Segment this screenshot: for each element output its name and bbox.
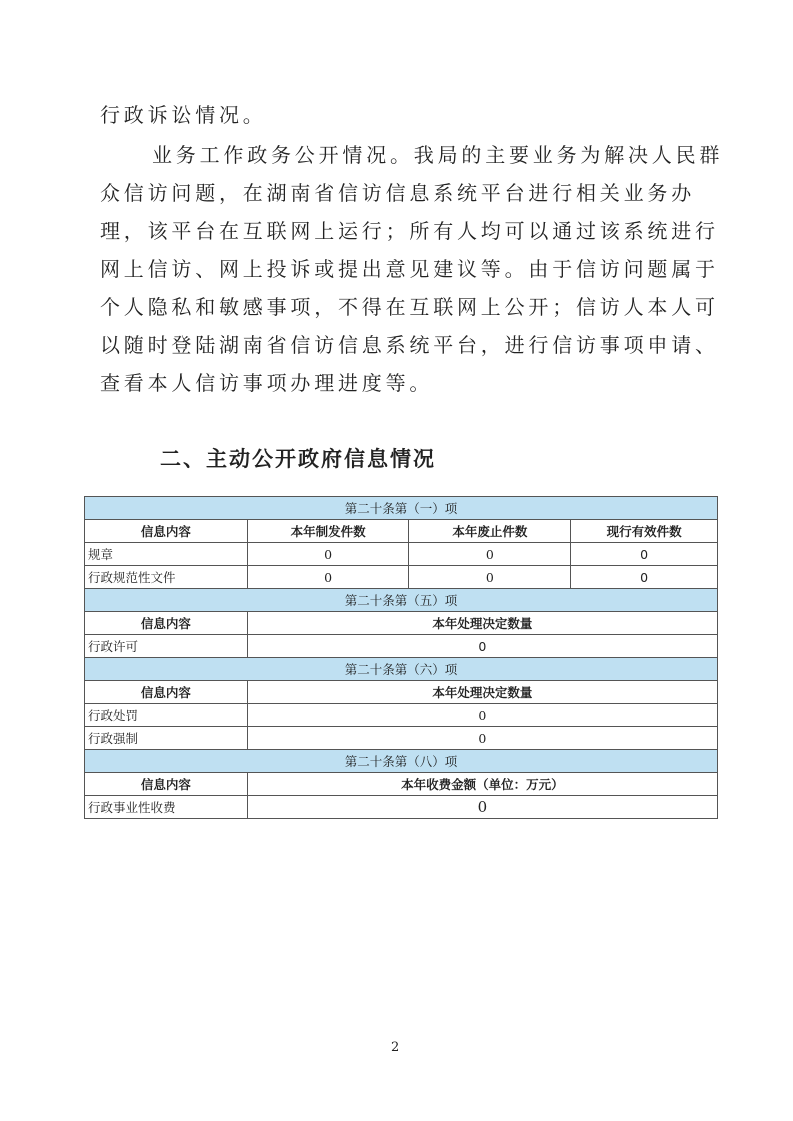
text-line: 行政诉讼情况。 xyxy=(100,103,267,127)
text-line: 业务工作政务公开情况。我局的主要业务为解决人民群 xyxy=(152,143,724,167)
section-title: 第二十条第（一）项 xyxy=(85,497,718,520)
table-row xyxy=(85,727,718,750)
table-row xyxy=(85,704,718,727)
table-header-row xyxy=(85,520,718,543)
table-header-row xyxy=(85,612,718,635)
header-cell: 信息内容 xyxy=(85,681,248,704)
cell: 0 xyxy=(247,566,409,589)
cell: 0 xyxy=(409,566,571,589)
cell: 0 xyxy=(571,543,718,566)
row-label: 行政事业性收费 xyxy=(85,796,248,819)
section-title: 第二十条第（八）项 xyxy=(85,750,718,773)
text-line: 以随时登陆湖南省信访信息系统平台，进行信访事项申请、 xyxy=(100,333,719,357)
cell: 0 xyxy=(571,566,718,589)
header-cell: 本年废止件数 xyxy=(409,520,571,543)
info-table xyxy=(84,496,718,819)
text-line: 众信访问题，在湖南省信访信息系统平台进行相关业务办 xyxy=(100,181,695,205)
table-row xyxy=(85,543,718,566)
cell: 0 xyxy=(247,727,717,750)
row-label: 规章 xyxy=(85,543,248,566)
table-row xyxy=(85,635,718,658)
header-cell: 信息内容 xyxy=(85,612,248,635)
header-cell: 信息内容 xyxy=(85,773,248,796)
cell: 0 xyxy=(247,543,409,566)
cell: 0 xyxy=(247,704,717,727)
row-label: 行政处罚 xyxy=(85,704,248,727)
table-row xyxy=(85,796,718,819)
table-header-row xyxy=(85,773,718,796)
text-line: 网上信访、网上投诉或提出意见建议等。由于信访问题属于 xyxy=(100,257,719,281)
header-cell: 本年处理决定数量 xyxy=(247,681,717,704)
header-cell: 本年制发件数 xyxy=(247,520,409,543)
section-heading: 二、主动公开政府信息情况 xyxy=(160,447,436,471)
text-line: 个人隐私和敏感事项，不得在互联网上公开；信访人本人可 xyxy=(100,295,719,319)
header-cell: 本年收费金额（单位：万元） xyxy=(247,773,717,796)
cell: 0 xyxy=(247,796,717,819)
row-label: 行政规范性文件 xyxy=(85,566,248,589)
table-row xyxy=(85,566,718,589)
text-line: 查看本人信访事项办理进度等。 xyxy=(100,371,434,395)
row-label: 行政许可 xyxy=(85,635,248,658)
text-line: 理，该平台在互联网上运行；所有人均可以通过该系统进行 xyxy=(100,219,719,243)
page-number: 2 xyxy=(391,1040,400,1055)
header-cell: 现行有效件数 xyxy=(571,520,718,543)
cell: 0 xyxy=(409,543,571,566)
table-header-row xyxy=(85,681,718,704)
header-cell: 本年处理决定数量 xyxy=(247,612,717,635)
row-label: 行政强制 xyxy=(85,727,248,750)
header-cell: 信息内容 xyxy=(85,520,248,543)
section-title: 第二十条第（五）项 xyxy=(85,589,718,612)
cell: 0 xyxy=(247,635,717,658)
section-title: 第二十条第（六）项 xyxy=(85,658,718,681)
